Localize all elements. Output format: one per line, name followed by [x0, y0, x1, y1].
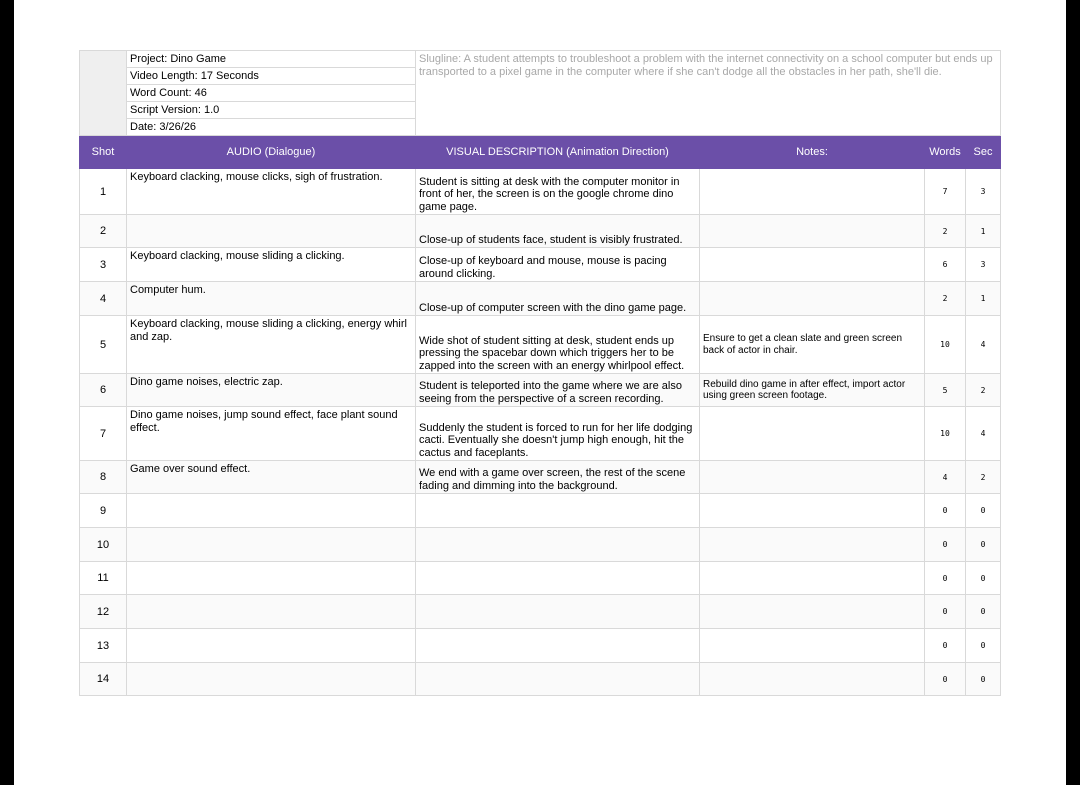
visual-cell[interactable]: Close-up of keyboard and mouse, mouse is pacing around clicking. — [416, 248, 700, 282]
notes-cell[interactable] — [700, 461, 925, 494]
col-header-audio: AUDIO (Dialogue) — [127, 136, 416, 169]
visual-cell[interactable]: Close-up of students face, student is visibly frustrated. — [416, 215, 700, 248]
words-cell[interactable]: 7 — [925, 169, 966, 215]
table-row — [80, 215, 1001, 248]
project-title[interactable]: Project: Dino Game — [127, 51, 416, 68]
words-cell[interactable]: 5 — [925, 374, 966, 407]
notes-cell[interactable] — [700, 169, 925, 215]
shot-cell[interactable]: 5 — [80, 316, 127, 374]
words-cell[interactable]: 0 — [925, 595, 966, 629]
table-row — [80, 374, 1001, 407]
table-row — [80, 316, 1001, 374]
audio-cell[interactable] — [127, 494, 416, 528]
notes-cell[interactable] — [700, 528, 925, 562]
words-cell[interactable]: 2 — [925, 215, 966, 248]
visual-cell[interactable] — [416, 595, 700, 629]
sec-cell[interactable]: 2 — [966, 461, 1001, 494]
words-cell[interactable]: 0 — [925, 494, 966, 528]
audio-cell[interactable]: Dino game noises, electric zap. — [127, 374, 416, 407]
shot-cell[interactable]: 6 — [80, 374, 127, 407]
shot-cell[interactable]: 7 — [80, 407, 127, 461]
col-header-visual: VISUAL DESCRIPTION (Animation Direction) — [416, 136, 700, 169]
words-cell[interactable]: 0 — [925, 528, 966, 562]
table-row — [80, 562, 1001, 595]
visual-cell[interactable]: Suddenly the student is forced to run for her life dodging cacti. Eventually she doesn't jump high enough, hit the cactus and faceplants. — [416, 407, 700, 461]
audio-cell[interactable] — [127, 528, 416, 562]
visual-cell[interactable]: Wide shot of student sitting at desk, student ends up pressing the spacebar down which triggers her to be zapped into the screen with an energy whirlpool effect. — [416, 316, 700, 374]
notes-cell[interactable] — [700, 562, 925, 595]
visual-cell[interactable]: Close-up of computer screen with the dino game page. — [416, 282, 700, 316]
table-row — [80, 528, 1001, 562]
audio-cell[interactable]: Dino game noises, jump sound effect, face plant sound effect. — [127, 407, 416, 461]
audio-cell[interactable] — [127, 595, 416, 629]
visual-cell[interactable] — [416, 629, 700, 663]
shot-cell[interactable]: 2 — [80, 215, 127, 248]
visual-cell[interactable]: Student is teleported into the game where we are also seeing from the perspective of a screen recording. — [416, 374, 700, 407]
col-header-words: Words — [925, 136, 966, 169]
shot-cell[interactable]: 13 — [80, 629, 127, 663]
sec-cell[interactable]: 3 — [966, 169, 1001, 215]
words-cell[interactable]: 0 — [925, 562, 966, 595]
slugline[interactable]: Slugline: A student attempts to troubleshoot a problem with the internet connectivity on a school computer but ends up transported to a pixel game in the computer where if she can't dodge all the obstacles in her path, she'll die. — [416, 51, 1001, 136]
table-row — [80, 169, 1001, 215]
sec-cell[interactable]: 0 — [966, 528, 1001, 562]
video-length[interactable]: Video Length: 17 Seconds — [127, 68, 416, 85]
shot-cell[interactable]: 8 — [80, 461, 127, 494]
shot-cell[interactable]: 12 — [80, 595, 127, 629]
sec-cell[interactable]: 0 — [966, 629, 1001, 663]
header-corner — [80, 51, 127, 136]
notes-cell[interactable]: Ensure to get a clean slate and green screen back of actor in chair. — [700, 316, 925, 374]
notes-cell[interactable] — [700, 248, 925, 282]
script-version[interactable]: Script Version: 1.0 — [127, 102, 416, 119]
shot-cell[interactable]: 9 — [80, 494, 127, 528]
audio-cell[interactable] — [127, 562, 416, 595]
words-cell[interactable]: 6 — [925, 248, 966, 282]
sec-cell[interactable]: 4 — [966, 316, 1001, 374]
visual-cell[interactable] — [416, 528, 700, 562]
notes-cell[interactable] — [700, 629, 925, 663]
words-cell[interactable]: 10 — [925, 407, 966, 461]
audio-cell[interactable] — [127, 629, 416, 663]
sec-cell[interactable]: 0 — [966, 663, 1001, 696]
table-row — [80, 494, 1001, 528]
visual-cell[interactable] — [416, 663, 700, 696]
audio-cell[interactable]: Computer hum. — [127, 282, 416, 316]
table-row — [80, 663, 1001, 696]
script-date[interactable]: Date: 3/26/26 — [127, 119, 416, 136]
audio-cell[interactable]: Keyboard clacking, mouse sliding a clicking. — [127, 248, 416, 282]
audio-cell[interactable] — [127, 663, 416, 696]
words-cell[interactable]: 0 — [925, 629, 966, 663]
col-header-sec: Sec — [966, 136, 1001, 169]
notes-cell[interactable] — [700, 663, 925, 696]
shot-cell[interactable]: 14 — [80, 663, 127, 696]
sec-cell[interactable]: 0 — [966, 595, 1001, 629]
col-header-notes: Notes: — [700, 136, 925, 169]
sec-cell[interactable]: 3 — [966, 248, 1001, 282]
shot-cell[interactable]: 10 — [80, 528, 127, 562]
shot-cell[interactable]: 1 — [80, 169, 127, 215]
sec-cell[interactable]: 2 — [966, 374, 1001, 407]
visual-cell[interactable] — [416, 562, 700, 595]
notes-cell[interactable] — [700, 494, 925, 528]
table-row — [80, 248, 1001, 282]
notes-cell[interactable] — [700, 595, 925, 629]
words-cell[interactable]: 10 — [925, 316, 966, 374]
shot-cell[interactable]: 11 — [80, 562, 127, 595]
sec-cell[interactable]: 0 — [966, 562, 1001, 595]
script-table — [79, 50, 1001, 696]
shot-cell[interactable]: 3 — [80, 248, 127, 282]
words-cell[interactable]: 4 — [925, 461, 966, 494]
notes-cell[interactable] — [700, 282, 925, 316]
audio-cell[interactable]: Game over sound effect. — [127, 461, 416, 494]
shot-cell[interactable]: 4 — [80, 282, 127, 316]
notes-cell[interactable] — [700, 215, 925, 248]
table-row — [80, 282, 1001, 316]
script-page — [14, 0, 1066, 785]
table-row — [80, 461, 1001, 494]
table-row — [80, 629, 1001, 663]
sec-cell[interactable]: 1 — [966, 215, 1001, 248]
word-count[interactable]: Word Count: 46 — [127, 85, 416, 102]
visual-cell[interactable]: We end with a game over screen, the rest of the scene fading and dimming into the background. — [416, 461, 700, 494]
sec-cell[interactable]: 0 — [966, 494, 1001, 528]
visual-cell[interactable]: Student is sitting at desk with the computer monitor in front of her, the screen is on the google chrome dino game page. — [416, 169, 700, 215]
col-header-shot: Shot — [80, 136, 127, 169]
audio-cell[interactable]: Keyboard clacking, mouse sliding a clicking, energy whirl and zap. — [127, 316, 416, 374]
column-header-row — [80, 136, 1001, 169]
table-row — [80, 407, 1001, 461]
words-cell[interactable]: 2 — [925, 282, 966, 316]
table-row — [80, 595, 1001, 629]
visual-cell[interactable] — [416, 494, 700, 528]
sec-cell[interactable]: 4 — [966, 407, 1001, 461]
audio-cell[interactable] — [127, 215, 416, 248]
notes-cell[interactable] — [700, 407, 925, 461]
sec-cell[interactable]: 1 — [966, 282, 1001, 316]
words-cell[interactable]: 0 — [925, 663, 966, 696]
notes-cell[interactable]: Rebuild dino game in after effect, import actor using green screen footage. — [700, 374, 925, 407]
audio-cell[interactable]: Keyboard clacking, mouse clicks, sigh of frustration. — [127, 169, 416, 215]
